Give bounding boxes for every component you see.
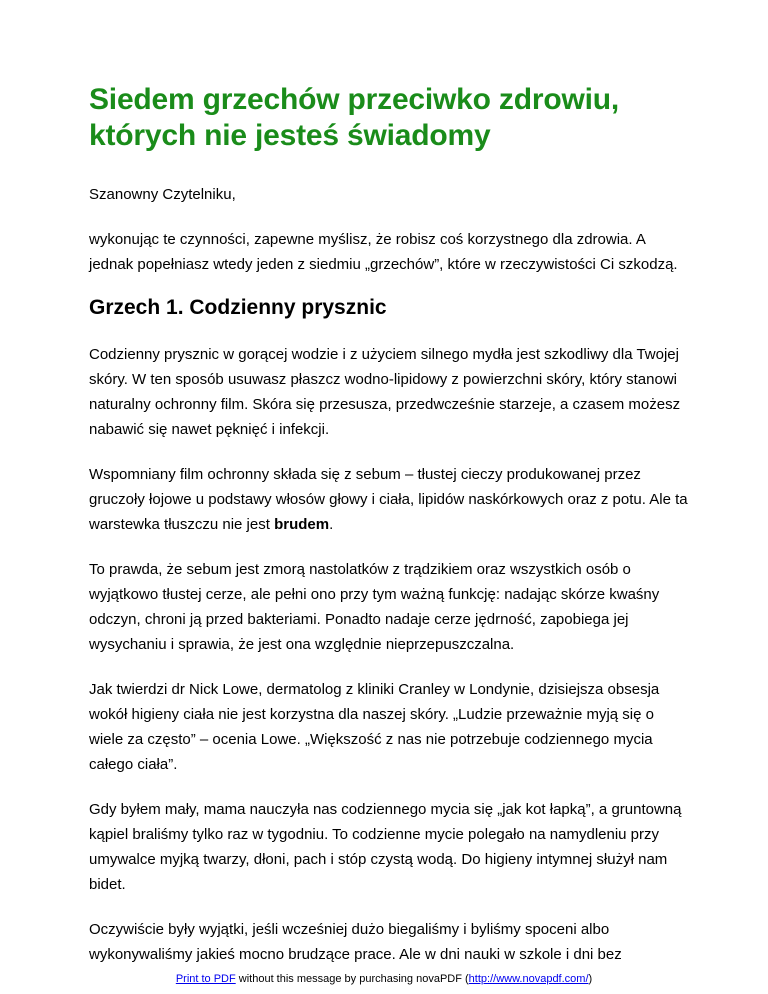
paragraph-5: Gdy byłem mały, mama nauczyła nas codziennego mycia się „jak kot łapką”, a gruntowną kąpiel braliśmy tylko raz w tygodniu. To codzienne mycie polegało na namydleniu przy umywalce myjką twarzy, dłoni, pach i stóp czystą wodą. Do higieny intymnej służył nam bidet.	[89, 801, 682, 893]
paragraph-2-end: .	[329, 516, 334, 533]
paragraph-2	[89, 462, 689, 537]
pdf-footer	[0, 972, 768, 986]
page-title: Siedem grzechów przeciwko zdrowiu, których nie jesteś świadomy	[89, 83, 619, 152]
footer-end: )	[588, 973, 593, 985]
print-to-pdf-link[interactable]: Print to PDF	[175, 973, 236, 985]
intro-paragraph: wykonując te czynności, zapewne myślisz, że robisz coś korzystnego dla zdrowia. A jednak popełniasz wtedy jeden z siedmiu „grzechów”, które w rzeczywistości Ci szkodzą.	[89, 231, 678, 273]
document-page	[89, 82, 689, 967]
novapdf-link[interactable]: http://www.novapdf.com/	[468, 973, 589, 985]
salutation: Szanowny Czytelniku,	[89, 186, 236, 203]
paragraph-2-text: Wspomniany film ochronny składa się z sebum – tłustej cieczy produkowanej przez gruczoły łojowe u podstawy włosów głowy i ciała, lipidów naskórkowych oraz z potu. Ale ta warstewka tłuszczu nie jest	[89, 466, 688, 533]
footer-text: without this message by purchasing novaPDF (	[235, 973, 469, 985]
paragraph-1: Codzienny prysznic w gorącej wodzie i z użyciem silnego mydła jest szkodliwy dla Twojej skóry. W ten sposób usuwasz płaszcz wodno-lipidowy z powierzchni skóry, który stanowi naturalny ochronny film. Skóra się przesusza, przedwcześnie starzeje, a czasem możesz nabawić się nawet pęknięć i infekcji.	[89, 346, 681, 438]
paragraph-3: To prawda, że sebum jest zmorą nastolatków z trądzikiem oraz wszystkich osób o wyjątkowo tłustej cerze, ale pełni ono przy tym ważną funkcję: nadając skórze kwaśny odczyn, chroni ją przed bakteriami. Ponadto nadaje cerze jędrność, zapobiega jej wysychaniu i sprawia, że jest ona względnie nieprzepuszczalna.	[89, 561, 660, 653]
section-heading: Grzech 1. Codzienny prysznic	[89, 296, 387, 319]
paragraph-6: Oczywiście były wyjątki, jeśli wcześniej dużo biegaliśmy i byliśmy spoceni albo wykonywaliśmy jakieś mocno brudzące prace. Ale w dni nauki w szkole i dni bez	[89, 921, 622, 963]
paragraph-4: Jak twierdzi dr Nick Lowe, dermatolog z kliniki Cranley w Londynie, dzisiejsza obsesja wokół higieny ciała nie jest korzystna dla naszej skóry. „Ludzie przeważnie myją się o wiele za często” – ocenia Lowe. „Większość z nas nie potrzebuje codziennego mycia całego ciała”.	[89, 681, 660, 773]
bold-word: brudem	[274, 516, 330, 533]
